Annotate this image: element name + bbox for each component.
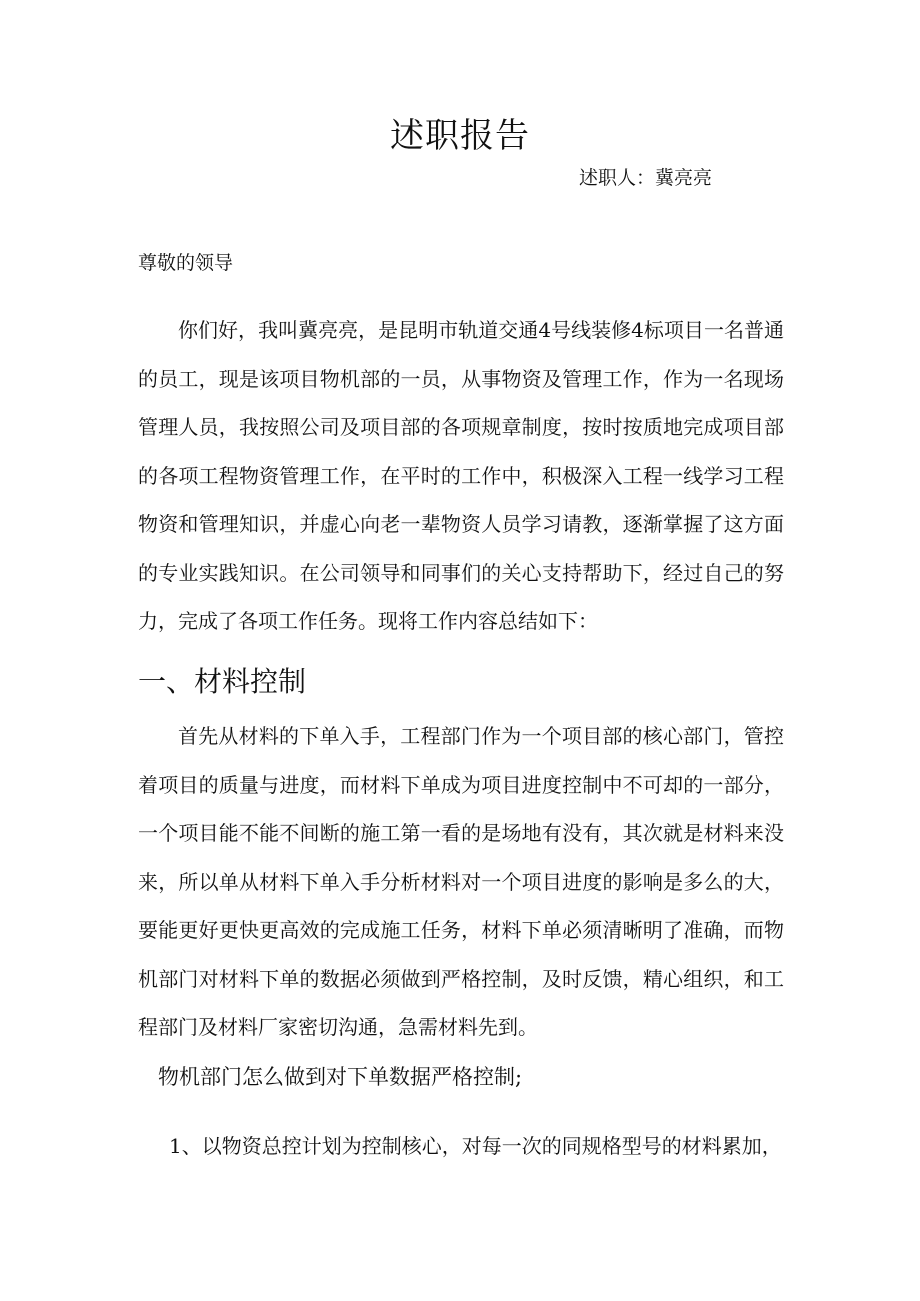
- section-heading-material-control: 一、材料控制: [138, 665, 307, 698]
- author-line: 述职人：冀亮亮: [579, 167, 713, 189]
- intro-paragraph: 你们好，我叫冀亮亮，是昆明市轨道交通4号线装修4标项目一名普通的员工，现是该项目物机部的一员，从事物资及管理工作，作为一名现场管理人员，我按照公司及项目部的各项规章制度，按时按质地完成项目部的各项工程物资管理工作，在平时的工作中，积极深入工程一线学习工程物资和管理知识，并虚心向老一辈物资人员学习请教，逐渐掌握了这方面的专业实践知识。在公司领导和同事们的关心支持帮助下，经过自己的努力，完成了各项工作任务。现将工作内容总结如下：: [138, 318, 784, 633]
- salutation: 尊敬的领导: [138, 252, 234, 274]
- section-paragraph: 首先从材料的下单入手，工程部门作为一个项目部的核心部门，管控着项目的质量与进度，而材料下单成为项目进度控制中不可却的一部分，一个项目能不能不间断的施工第一看的是场地有没有，其次就是材料来没来，所以单从材料下单入手分析材料对一个项目进度的影响是多么的大，要能更好更快更高效的完成施工任务，材料下单必须清晰明了准确，而物机部门对材料下单的数据必须做到严格控制，及时反馈，精心组织，和工程部门及材料厂家密切沟通，急需材料先到。: [138, 724, 784, 1039]
- list-item: 1、以物资总控计划为控制核心，对每一次的同规格型号的材料累加，: [169, 1134, 782, 1158]
- section-subheading: 物机部门怎么做到对下单数据严格控制;: [158, 1065, 523, 1089]
- page-title: 述职报告: [390, 116, 530, 156]
